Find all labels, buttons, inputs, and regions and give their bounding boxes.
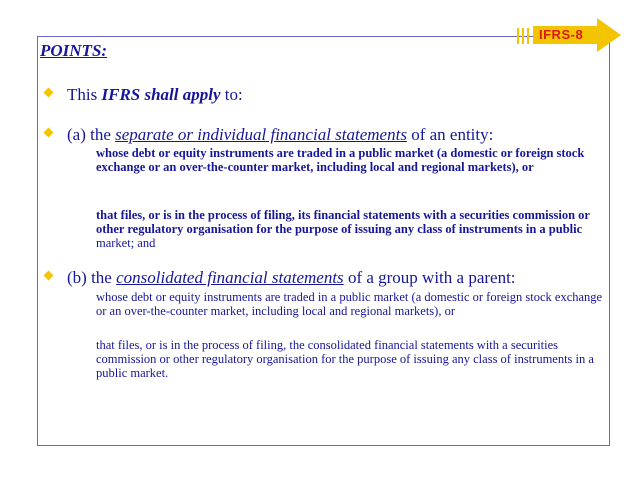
bullet-text [67,268,516,288]
bullet-text [67,125,493,145]
bullet-prefix: (b) the [67,268,117,287]
sub-item: that files, or is in the process of filing, the consolidated financial statements with a securities commission or other regulatory organisation for the purpose of issuing any class of instruments in a public market. [96,338,594,380]
bullet-suffix: to: [220,85,243,104]
sub-item [96,146,606,174]
sub-item-bold-text: that files, or is in the process of filing, its financial statements with a securities commission or other regulatory organisation for the purpose of issuing any class of instruments in a public [96,208,590,236]
bullet-prefix: This [67,85,102,104]
page-title: POINTS: [40,41,108,60]
badge-label: IFRS-8 [539,27,584,42]
bullet-suffix: of an entity: [406,125,494,144]
badge-stripe [527,28,529,44]
sub-item-bold-text: whose debt or equity instruments are traded in a public market (a domestic or foreign stock exchange or an over-the-counter market, including local and regional markets), or [96,146,585,174]
bullet-text [67,85,243,105]
sub-item [96,208,606,250]
bullet-prefix: (a) the [67,125,116,144]
ifrs-badge [517,16,623,54]
bullet-emphasis: IFRS shall apply [101,85,221,104]
badge-stripes [517,28,529,44]
bullet-emphasis: consolidated financial statements [116,268,344,287]
sub-item-text: market; and [96,236,156,250]
bullet-suffix: of a group with a parent: [343,268,516,287]
bullet-emphasis: separate or individual financial statements [115,125,407,144]
sub-item: whose debt or equity instruments are traded in a public market (a domestic or foreign stock exchange or an over-the-counter market, including local and regional markets), or [96,290,603,318]
badge-stripe [517,28,519,44]
badge-stripe [522,28,524,44]
